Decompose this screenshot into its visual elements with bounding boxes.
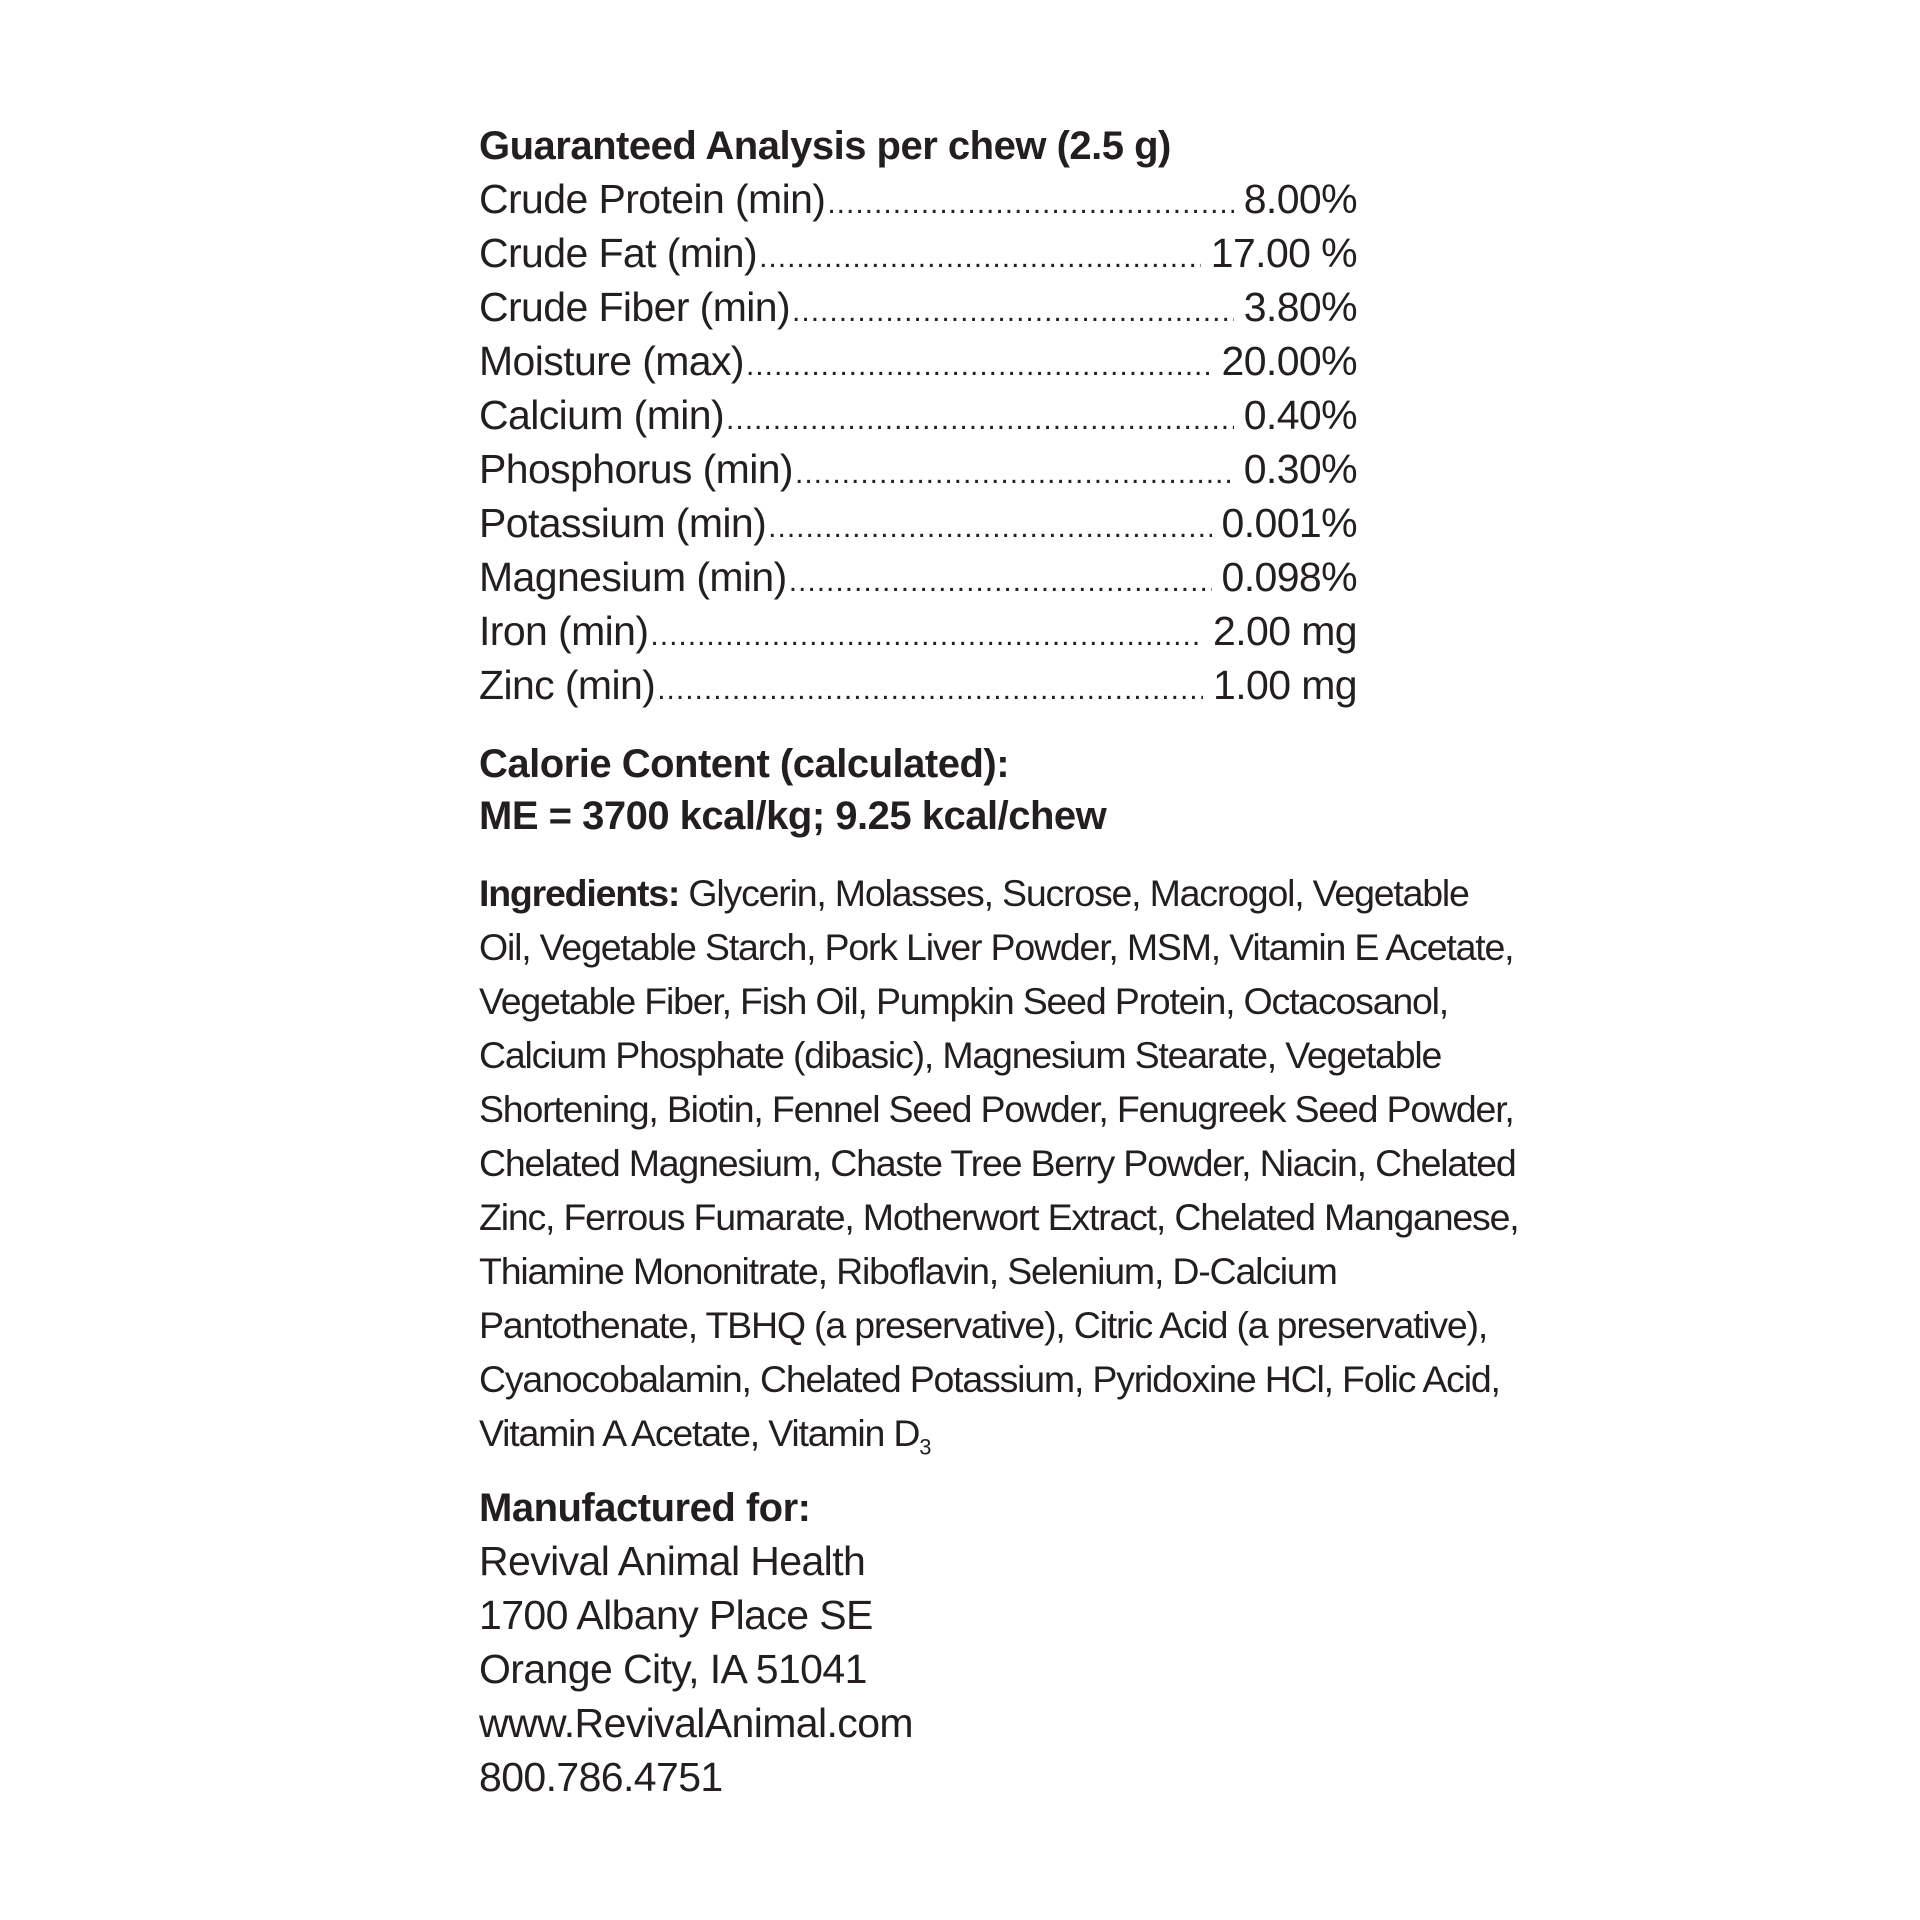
analysis-row xyxy=(479,226,1357,280)
dot-leader xyxy=(792,285,1234,339)
guaranteed-analysis-list xyxy=(479,172,1357,712)
nutrient-amount: 17.00 % xyxy=(1210,230,1357,276)
product-label xyxy=(479,120,1539,1804)
calorie-content-heading: Calorie Content (calculated): xyxy=(479,742,1010,786)
calorie-content-value: ME = 3700 kcal/kg; 9.25 kcal/chew xyxy=(479,794,1107,838)
nutrient-amount: 3.80% xyxy=(1243,284,1357,330)
dot-leader xyxy=(657,663,1203,717)
nutrient-amount: 8.00% xyxy=(1243,176,1357,222)
nutrient-name: Moisture (max) xyxy=(479,338,744,384)
nutrient-amount: 2.00 mg xyxy=(1213,608,1357,654)
manufacturer-city: Orange City, IA 51041 xyxy=(479,1646,867,1692)
nutrient-name: Iron (min) xyxy=(479,608,649,654)
ingredients-text: Glycerin, Molasses, Sucrose, Macrogol, Vegetable Oil, Vegetable Starch, Pork Liver Powder, MSM, Vitamin E Acetate, Vegetable Fiber, Fish Oil, Pumpkin Seed Protein, Octacosanol, Calcium Phosphate (dibasic), Magnesium Stearate, Vegetable Shortening, Biotin, Fennel Seed Powder, Fenugreek Seed Powder, Chelated Magnesium, Chaste Tree Berry Powder, Niacin, Chelated Zinc, Ferrous Fumarate, Motherwort Extract, Chelated Manganese, Thiamine Mononitrate, Riboflavin, Selenium, D-Calcium Pantothenate, TBHQ (a preservative), Citric Acid (a preservative), Cyanocobalamin, Chelated Potassium, Pyridoxine HCl, Folic Acid, Vitamin A Acetate, Vitamin D xyxy=(479,872,1519,1454)
calorie-content-section xyxy=(479,738,1539,842)
manufacturer-website: www.RevivalAnimal.com xyxy=(479,1700,913,1746)
nutrient-amount: 0.40% xyxy=(1243,392,1357,438)
manufacturer-phone: 800.786.4751 xyxy=(479,1754,723,1800)
nutrient-amount: 0.30% xyxy=(1243,446,1357,492)
nutrient-amount: 0.001% xyxy=(1221,500,1357,546)
analysis-row xyxy=(479,604,1357,658)
analysis-row xyxy=(479,172,1357,226)
dot-leader xyxy=(795,447,1234,501)
analysis-row xyxy=(479,496,1357,550)
analysis-row xyxy=(479,280,1357,334)
nutrient-amount: 0.098% xyxy=(1221,554,1357,600)
dot-leader xyxy=(789,555,1212,609)
nutrient-name: Crude Fiber (min) xyxy=(479,284,791,330)
nutrient-name: Magnesium (min) xyxy=(479,554,787,600)
dot-leader xyxy=(759,231,1201,285)
dot-leader xyxy=(726,393,1234,447)
dot-leader xyxy=(768,501,1211,555)
dot-leader xyxy=(650,609,1203,663)
nutrient-name: Phosphorus (min) xyxy=(479,446,793,492)
nutrient-name: Crude Fat (min) xyxy=(479,230,758,276)
nutrient-amount: 1.00 mg xyxy=(1213,662,1357,708)
dot-leader xyxy=(827,177,1233,231)
analysis-row xyxy=(479,550,1357,604)
ingredients-label: Ingredients: xyxy=(479,872,680,914)
nutrient-name: Crude Protein (min) xyxy=(479,176,826,222)
manufacturer-name: Revival Animal Health xyxy=(479,1538,866,1584)
ingredients-section xyxy=(479,866,1519,1460)
nutrient-amount: 20.00% xyxy=(1221,338,1357,384)
analysis-row xyxy=(479,388,1357,442)
dot-leader xyxy=(746,339,1212,393)
nutrient-name: Potassium (min) xyxy=(479,500,767,546)
nutrient-name: Zinc (min) xyxy=(479,662,656,708)
analysis-row xyxy=(479,658,1357,712)
analysis-row xyxy=(479,334,1357,388)
guaranteed-analysis-heading: Guaranteed Analysis per chew (2.5 g) xyxy=(479,124,1171,168)
analysis-row xyxy=(479,442,1357,496)
manufacturer-section xyxy=(479,1482,1539,1804)
manufacturer-street: 1700 Albany Place SE xyxy=(479,1592,873,1638)
ingredients-subscript: 3 xyxy=(919,1434,931,1460)
nutrient-name: Calcium (min) xyxy=(479,392,725,438)
manufacturer-heading: Manufactured for: xyxy=(479,1486,811,1530)
